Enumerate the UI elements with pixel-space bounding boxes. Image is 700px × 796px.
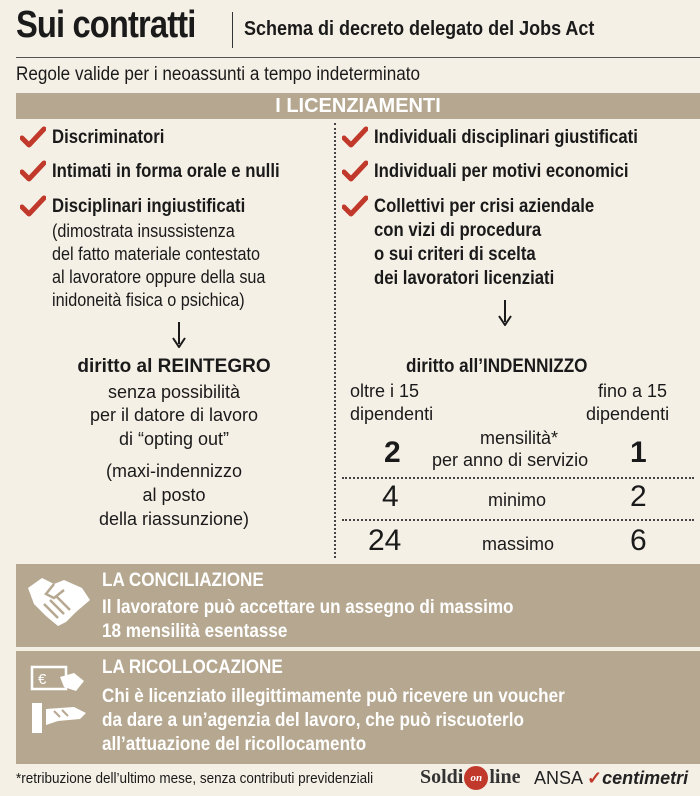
ricollocazione-box [16, 651, 700, 764]
check-icon [20, 126, 46, 148]
col-left-label: oltre i 15 [350, 381, 420, 401]
left-result-detail: al posto [142, 485, 206, 505]
column-divider [334, 123, 336, 558]
check-icon [20, 160, 46, 182]
right-collettivi-detail: con vizi di procedura [374, 220, 542, 241]
value-over15-per-year: 2 [384, 436, 401, 469]
header-rule [16, 57, 700, 58]
conciliazione-text: Il lavoratore può accettare un assegno di massimo [102, 597, 514, 618]
conciliazione-text: 18 mensilità esentasse [102, 621, 288, 642]
header [0, 0, 700, 58]
page-subtitle: Schema di decreto delegato del Jobs Act [244, 18, 595, 40]
left-detail-line: inidoneità fisica o psichica) [52, 290, 245, 310]
row-divider [342, 477, 694, 479]
check-icon [342, 126, 368, 148]
left-result-detail: della riassunzione) [98, 509, 250, 529]
left-result-detail: per il datore di lavoro [89, 405, 259, 425]
section-banner: I LICENZIAMENTI [16, 93, 700, 119]
value-over15-max: 24 [368, 524, 402, 557]
left-item-disciplinari-ingiustificati: Disciplinari ingiustificati [52, 196, 246, 217]
left-result-detail: senza possibilità [107, 382, 241, 402]
check-icon [20, 195, 46, 217]
handshake-icon [24, 570, 94, 641]
left-detail-line: (dimostrata insussistenza [52, 221, 235, 241]
left-result-detail: di “opting out” [118, 429, 230, 449]
col-right-label: fino a 15 [598, 381, 668, 401]
ricollocazione-text: da dare a un’agenzia del lavoro, che può riscuoterlo [102, 710, 524, 731]
row-divider [342, 519, 694, 521]
left-result: diritto al REINTEGRO [77, 356, 271, 377]
ricollocazione-text: Chi è licenziato illegittimamente può ricevere un voucher [102, 686, 565, 707]
right-collettivi-detail: o sui criteri di scelta [374, 244, 536, 265]
right-result: diritto all’INDENNIZZO [406, 356, 588, 377]
left-detail-line: al lavoratore oppure della sua [52, 267, 266, 287]
col-right-label: dipendenti [586, 404, 670, 424]
right-item-economici: Individuali per motivi economici [374, 161, 629, 182]
page-title: Sui contratti [16, 4, 196, 46]
title-separator [232, 12, 233, 48]
unit-label: mensilità* [480, 428, 559, 448]
arrow-down-icon [172, 322, 186, 348]
value-upto15-min: 2 [630, 480, 647, 513]
row-label-massimo: massimo [482, 534, 555, 554]
intro-text: Regole valide per i neoassunti a tempo indeterminato [16, 64, 421, 85]
left-item-discriminatori: Discriminatori [52, 127, 165, 148]
value-over15-min: 4 [382, 480, 399, 513]
footnote: *retribuzione dell’ultimo mese, senza contributi previdenziali [16, 770, 374, 787]
value-upto15-per-year: 1 [630, 436, 647, 469]
arrow-down-icon [498, 300, 512, 326]
left-item-orale-nulli: Intimati in forma orale e nulli [52, 161, 280, 182]
soldionline-logo: Soldi on line [420, 766, 520, 790]
check-icon [342, 160, 368, 182]
value-upto15-max: 6 [630, 524, 647, 557]
right-item-giustificati: Individuali disciplinari giustificati [374, 127, 638, 148]
col-left-label: dipendenti [350, 404, 434, 424]
row-label-minimo: minimo [488, 490, 547, 510]
left-detail-line: del fatto materiale contestato [52, 244, 261, 264]
logo-accent-icon: ✓ [587, 768, 603, 788]
check-icon [342, 195, 368, 217]
voucher-icon [24, 663, 94, 748]
right-collettivi-detail: dei lavoratori licenziati [374, 268, 555, 289]
ansa-centimetri-logo: ANSA ✓centimetri [534, 768, 689, 788]
conciliazione-box [16, 564, 700, 647]
svg-text:€: € [38, 671, 47, 688]
left-result-detail: (maxi-indennizzo [105, 461, 243, 481]
right-item-collettivi: Collettivi per crisi aziendale [374, 196, 595, 217]
unit-label: per anno di servizio [432, 450, 589, 470]
ricollocazione-text: all’attuazione del ricollocamento [102, 734, 367, 755]
conciliazione-title: LA CONCILIAZIONE [102, 570, 264, 591]
ricollocazione-title: LA RICOLLOCAZIONE [102, 657, 283, 678]
